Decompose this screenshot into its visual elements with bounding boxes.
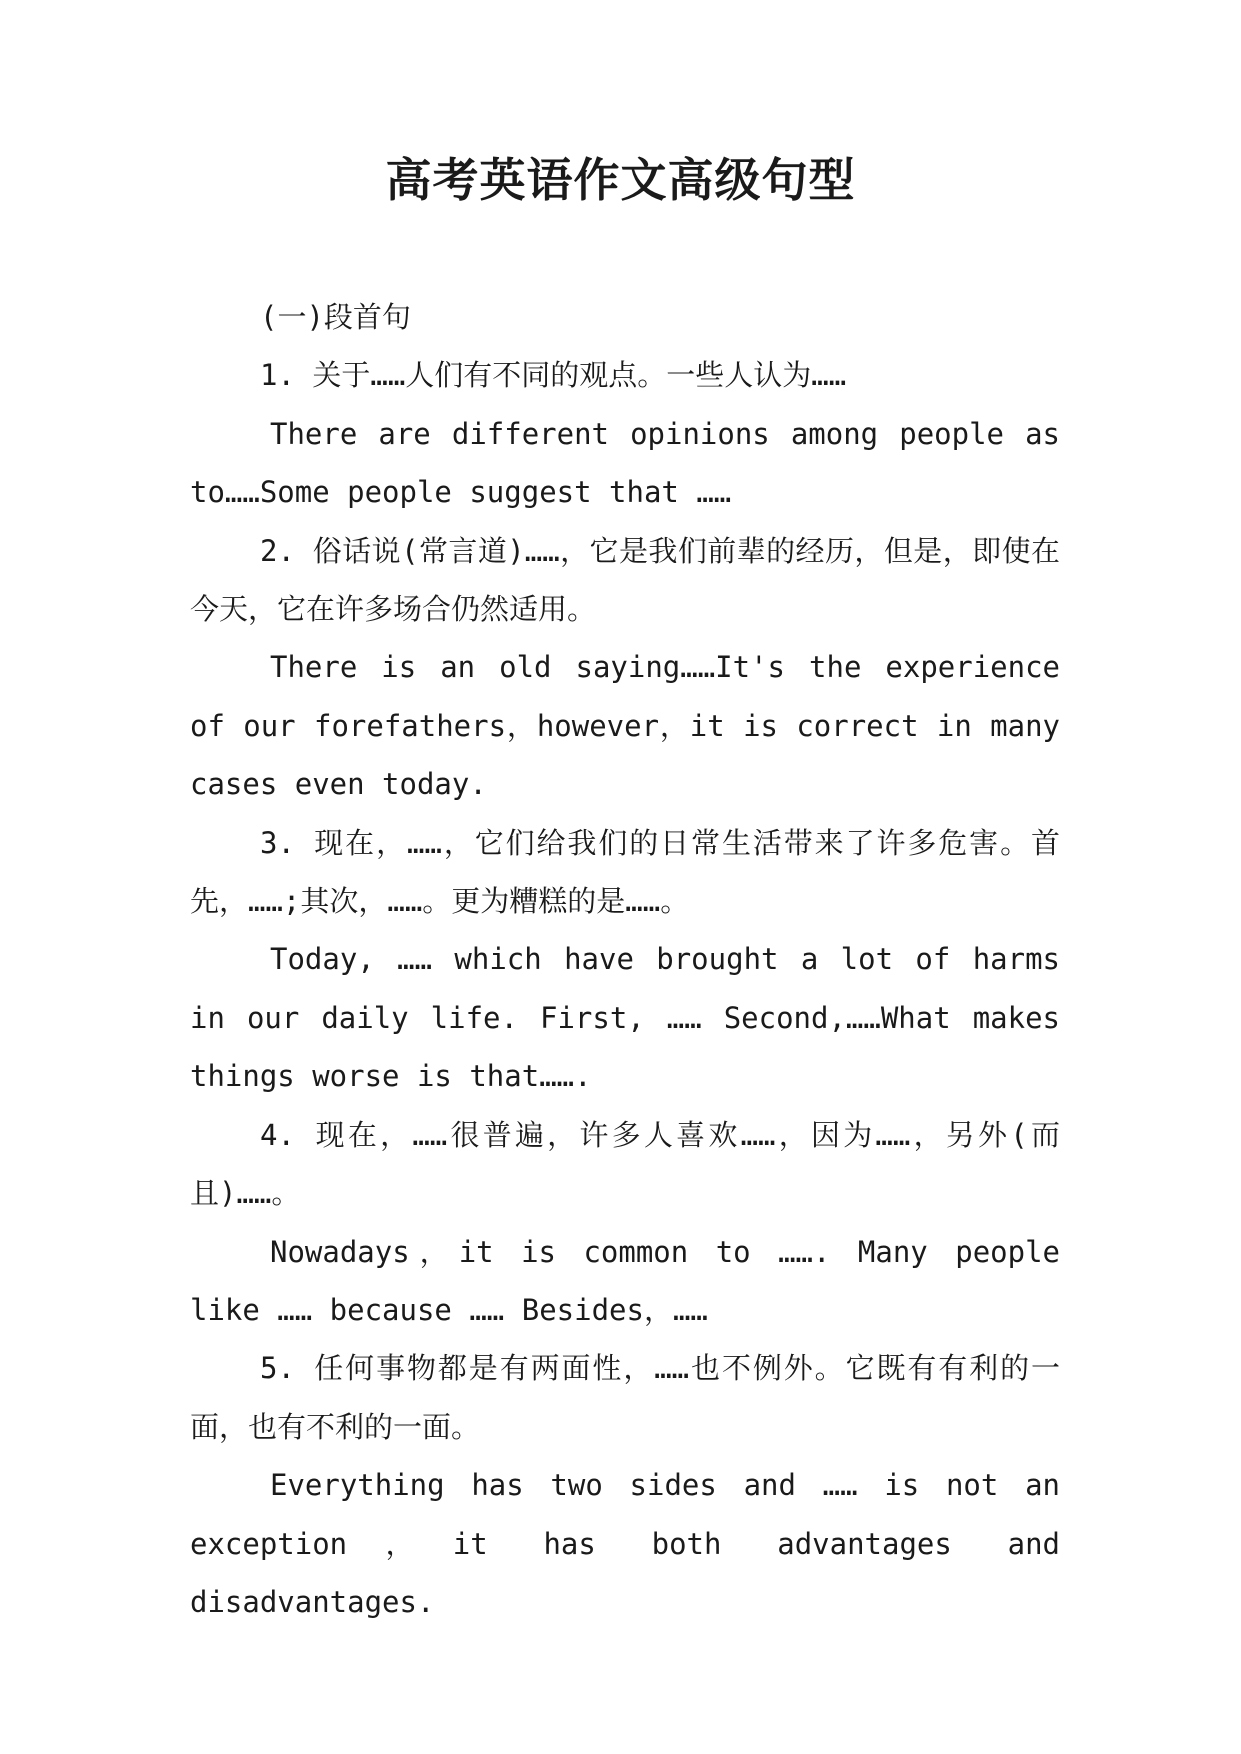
document-body <box>190 288 1060 1631</box>
item-3-chinese: 3. 现在，……，它们给我们的日常生活带来了许多危害。首先，……;其次，……。更为糟糕的是……。 <box>190 825 1060 919</box>
section-heading: (一)段首句 <box>260 300 411 334</box>
item-4-english: Nowadays，it is common to ……. Many people like …… because …… Besides，…… <box>190 1234 1060 1327</box>
item-2-english: There is an old saying……It's the experience of our forefathers，however，it is correct in many cases even today. <box>190 650 1060 802</box>
item-5-english: Everything has two sides and …… is not an exception，it has both advantages and disadvantages. <box>190 1468 1060 1619</box>
page-title: 高考英语作文高级句型 <box>385 153 856 207</box>
item-4-chinese: 4. 现在，……很普遍，许多人喜欢……，因为……，另外(而且)……。 <box>190 1117 1060 1211</box>
item-3-english: Today, …… which have brought a lot of harms in our daily life. First, …… Second,……What makes things worse is that……. <box>190 942 1060 1094</box>
item-5-chinese: 5. 任何事物都是有两面性，……也不例外。它既有有利的一面，也有不利的一面。 <box>190 1351 1060 1444</box>
item-1-chinese: 1. 关于……人们有不同的观点。一些人认为…… <box>260 358 847 393</box>
item-1-english: There are different opinions among people as to……Some people suggest that …… <box>190 416 1060 510</box>
item-2-chinese: 2. 俗话说(常言道)……，它是我们前辈的经历，但是，即使在今天，它在许多场合仍然适用。 <box>190 533 1060 627</box>
